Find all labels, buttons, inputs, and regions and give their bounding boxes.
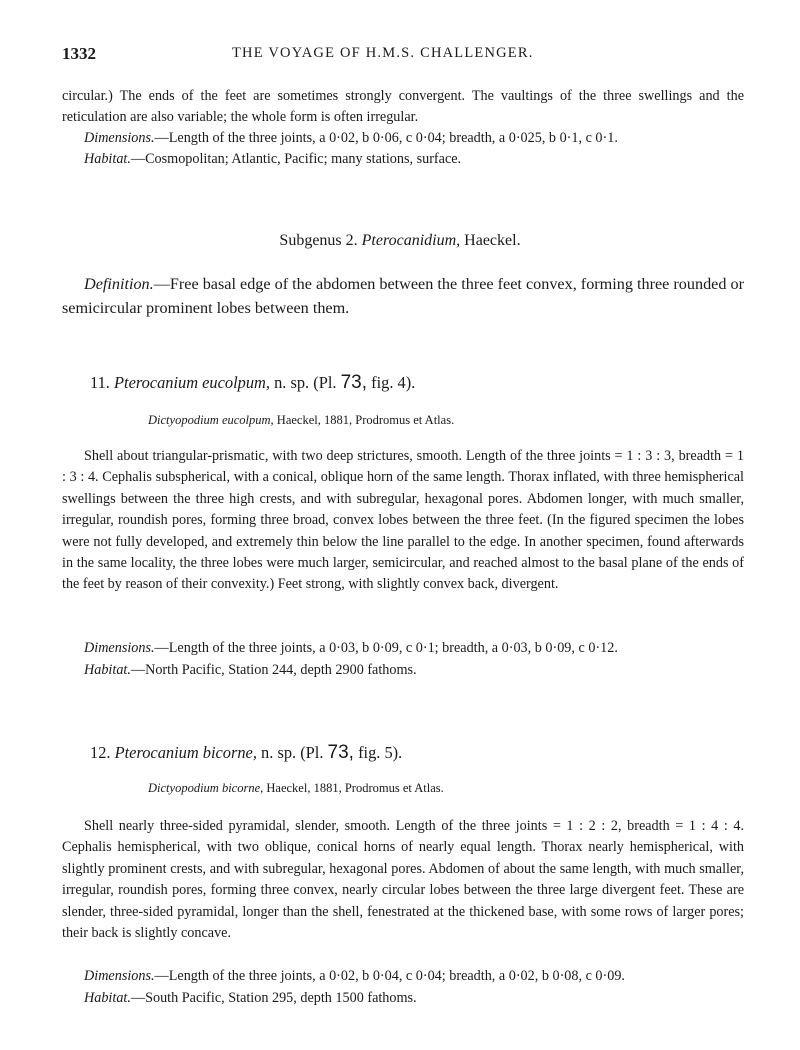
species-status: n. sp. (Pl. — [274, 373, 337, 392]
subgenus-name: Pterocanidium, — [361, 232, 461, 249]
description-12: Shell nearly three-sided pyramidal, slender, smooth. Length of the three joints = 1 : 2 : 2, breadth = 1 : 4 : 4. Cephalis hemispherical, with two oblique, conical horns of nearly equal length. Thorax nearly hemispherical, with slightly prominent crests, and with subregular, hexagonal pores. Abdomen of about the same length, with much smaller, irregular, roundish pores, forming three convex, nearly circular lobes between the three large divergent feet. These are slender, three-sided pyramidal, longer than the shell, fenestrated at the thickened base, with some rows of larger pores; their back is slightly concave. — [62, 818, 744, 942]
habitat-label: Habitat. — [84, 662, 131, 678]
species-number: 11. — [90, 373, 110, 392]
subgenus-author: Haeckel. — [464, 232, 521, 249]
plate-number: 73, — [327, 742, 354, 763]
definition-text: —Free basal edge of the abdomen between the three feet convex, forming three rounded or semicircular prominent lobes between them. — [62, 275, 744, 317]
definition-paragraph — [62, 272, 744, 320]
running-title: THE VOYAGE OF H.M.S. CHALLENGER. — [232, 45, 534, 61]
habitat-text: —Cosmopolitan; Atlantic, Pacific; many stations, surface. — [130, 151, 462, 167]
plate-number: 73, — [340, 372, 368, 393]
species-heading-12 — [90, 742, 402, 764]
species-status: n. sp. (Pl. — [261, 743, 324, 762]
synonym-line-12 — [148, 781, 444, 796]
dimensions-label: Dimensions. — [84, 640, 155, 656]
habitat-11 — [84, 660, 744, 681]
species-name: Pterocanium bicorne, — [114, 743, 257, 762]
synonym-line-11 — [148, 413, 454, 428]
species-heading-11 — [90, 372, 415, 394]
dimensions-text: —Length of the three joints, a 0·02, b 0·06, c 0·04; breadth, a 0·025, b 0·1, c 0·1. — [154, 130, 618, 146]
synonym-name: Dictyopodium eucolpum, — [148, 413, 274, 427]
description-11: Shell about triangular-prismatic, with two deep strictures, smooth. Length of the three joints = 1 : 3 : 3, breadth = 1 : 3 : 4. Cephalis subspherical, with a conical, oblique horn of the same length. Thorax inflated, with three hemispherical swellings between the three high crests, and with subregular, hexagonal pores. Abdomen longer, with much smaller, irregular, roundish pores, forming three broad, convex lobes between the three feet. (In the figured specimen the lobes were not fully developed, and extremely thin below the line parallel to the edge. In another specimen, found afterwards in the same locality, the three lobes were much larger, semicircular, and reached almost to the basal plane of the ends of the feet by reason of their convexity.) Feet strong, with slightly convex back, divergent. — [62, 448, 744, 593]
intro-dimensions — [84, 128, 744, 149]
dimensions-label: Dimensions. — [84, 968, 155, 984]
synonym-ref: Haeckel, 1881, Prodromus et Atlas. — [276, 413, 455, 427]
dimensions-label: Dimensions. — [84, 130, 155, 146]
synonym-ref: Haeckel, 1881, Prodromus et Atlas. — [266, 781, 444, 795]
habitat-label: Habitat. — [84, 151, 131, 167]
species-number: 12. — [90, 743, 111, 762]
subgenus-prefix: Subgenus 2. — [279, 232, 358, 249]
synonym-name: Dictyopodium bicorne, — [148, 781, 264, 795]
habitat-12 — [84, 988, 744, 1009]
dimensions-11 — [84, 638, 744, 659]
definition-label: Definition. — [84, 275, 154, 293]
species-name: Pterocanium eucolpum, — [114, 373, 270, 392]
habitat-text: —North Pacific, Station 244, depth 2900 fathoms. — [130, 662, 417, 678]
page-header — [62, 44, 742, 66]
dimensions-text: —Length of the three joints, a 0·03, b 0·09, c 0·1; breadth, a 0·03, b 0·09, c 0·12. — [154, 640, 618, 656]
page-number: 1332 — [62, 44, 96, 63]
habitat-text: —South Pacific, Station 295, depth 1500 fathoms. — [130, 990, 417, 1006]
intro-habitat — [84, 149, 744, 170]
dimensions-12 — [84, 966, 744, 987]
habitat-label: Habitat. — [84, 990, 131, 1006]
dimensions-text: —Length of the three joints, a 0·02, b 0·04, c 0·04; breadth, a 0·02, b 0·08, c 0·09. — [154, 968, 625, 984]
subgenus-heading — [0, 232, 800, 250]
intro-paragraph: circular.) The ends of the feet are sometimes strongly convergent. The vaultings of the three swellings and the reticulation are also variable; the whole form is often irregular. — [62, 88, 744, 126]
figure-ref: fig. 5). — [358, 743, 403, 762]
figure-ref: fig. 4). — [371, 373, 416, 392]
